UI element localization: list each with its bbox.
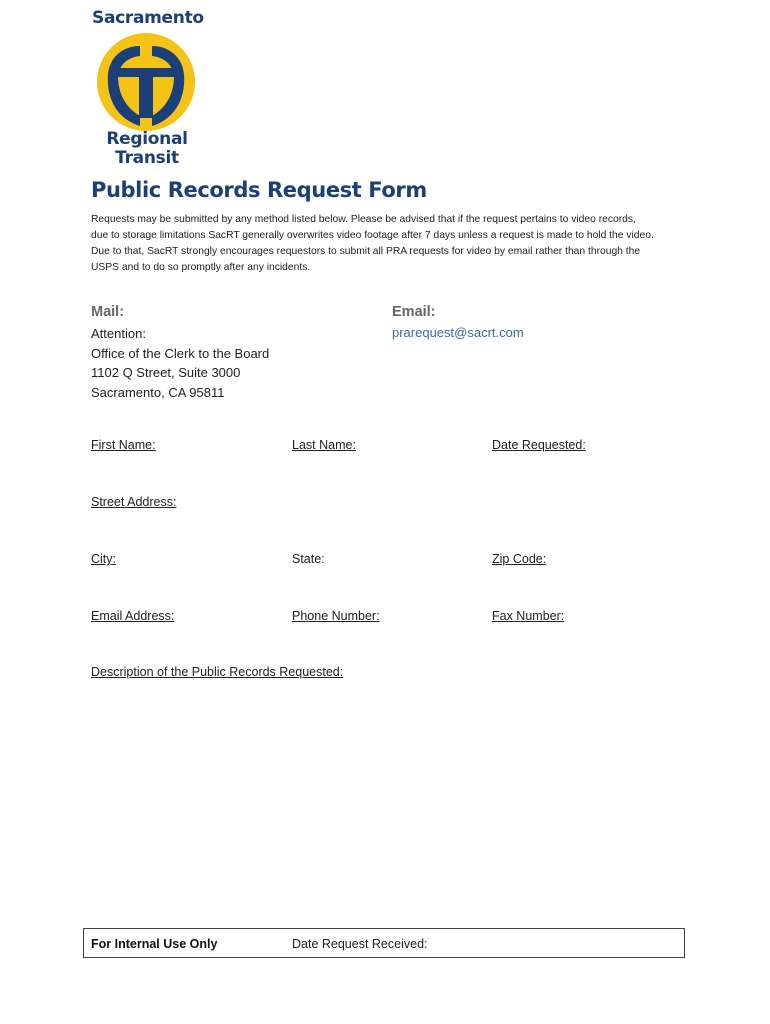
- mail-line: Office of the Clerk to the Board: [91, 345, 270, 361]
- mail-heading: Mail:: [91, 304, 125, 320]
- description-field[interactable]: Description of the Public Records Requested:: [91, 665, 344, 679]
- date-received-field[interactable]: Date Request Received:: [292, 937, 428, 951]
- intro-line: USPS and to do so promptly after any incidents.: [91, 262, 311, 273]
- email-link[interactable]: prarequest@sacrt.com: [392, 325, 524, 340]
- street-address-field[interactable]: Street Address:: [91, 495, 177, 509]
- email-address-field[interactable]: Email Address:: [91, 609, 175, 623]
- logo-regional: Regional: [106, 129, 188, 149]
- logo-top-text: Sacramento: [92, 8, 204, 28]
- date-requested-field[interactable]: Date Requested:: [492, 438, 586, 452]
- form-title: Public Records Request Form: [91, 178, 427, 202]
- mail-line: 1102 Q Street, Suite 3000: [91, 365, 241, 380]
- intro-line: Due to that, SacRT strongly encourages requestors to submit all PRA requests for video by email rather than through the: [91, 246, 641, 257]
- logo-transit: Transit: [115, 148, 179, 168]
- intro-line: Requests may be submitted by any method listed below. Please be advised that if the request pertains to video records,: [91, 214, 636, 225]
- state-field[interactable]: State:: [292, 552, 325, 566]
- city-field[interactable]: City:: [91, 552, 116, 566]
- intro-paragraph: [91, 212, 731, 276]
- zip-code-field[interactable]: Zip Code:: [492, 552, 547, 566]
- sacrt-logo-icon: [96, 32, 196, 132]
- mail-line: Attention:: [91, 326, 146, 341]
- first-name-field[interactable]: First Name:: [91, 438, 156, 452]
- phone-number-field[interactable]: Phone Number:: [292, 609, 380, 623]
- fax-number-field[interactable]: Fax Number:: [492, 609, 565, 623]
- intro-line: due to storage limitations SacRT generally overwrites video footage after 7 days unless a request is made to hold the video.: [91, 230, 654, 241]
- logo-bottom-text: [106, 130, 188, 168]
- email-heading: Email:: [392, 304, 436, 320]
- mail-address: [91, 324, 269, 402]
- mail-line: Sacramento, CA 95811: [91, 384, 225, 400]
- internal-use-label: For Internal Use Only: [91, 937, 218, 951]
- last-name-field[interactable]: Last Name:: [292, 438, 356, 452]
